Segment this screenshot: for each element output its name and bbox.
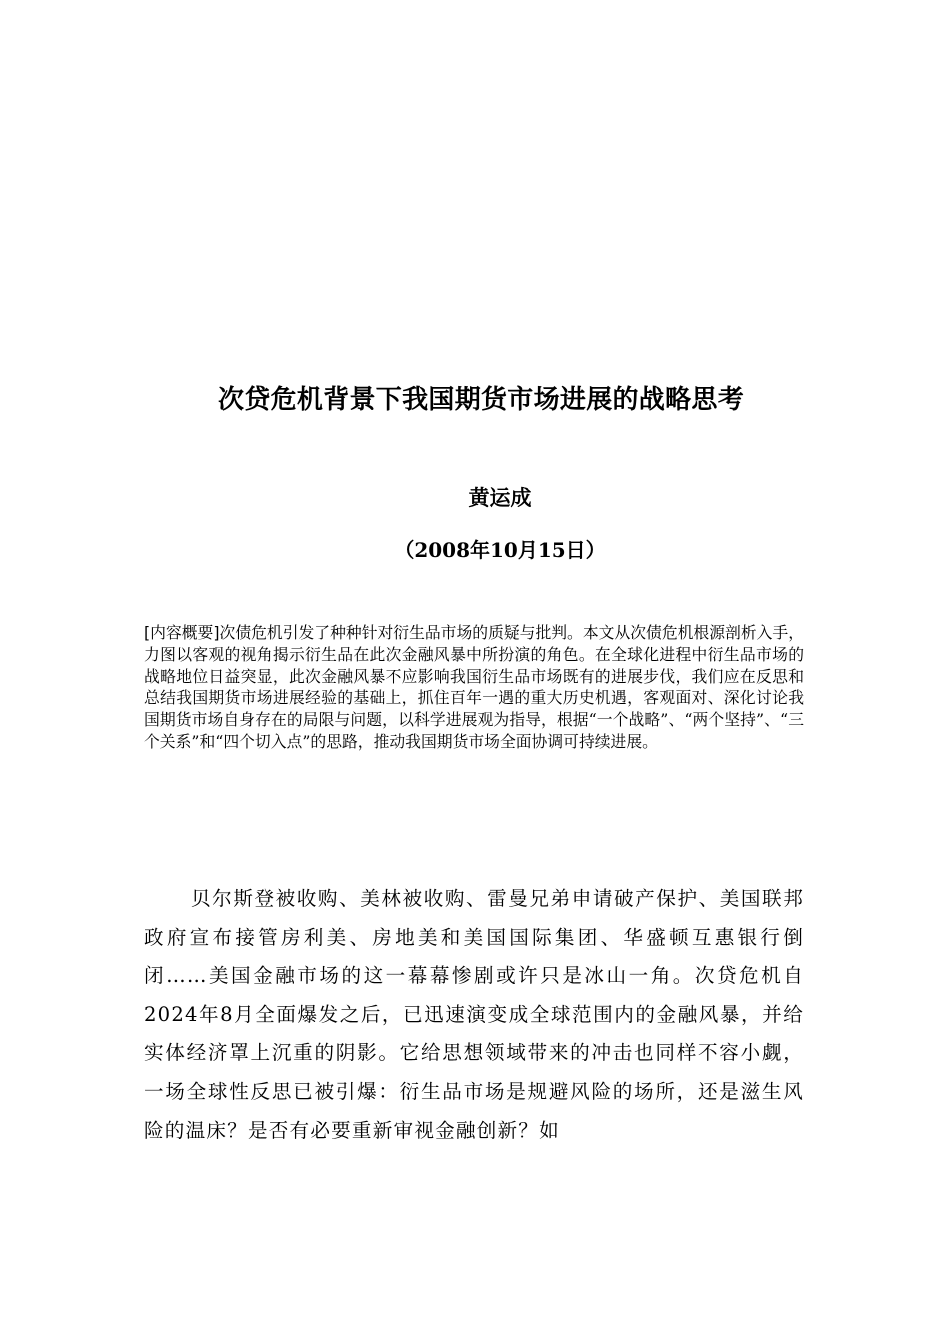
document-author: 黄运成	[468, 485, 532, 510]
abstract	[144, 622, 804, 753]
body-text	[144, 880, 804, 1150]
abstract-text: 次债危机引发了种种针对衍生品市场的质疑与批判。本文从次债危机根源剖析入手，力图以客观的视角揭示衍生品在此次金融风暴中所扮演的角色。在全球化进程中衍生品市场的战略地位日益突显，此次金融风暴不应影响我国衍生品市场既有的进展步伐，我们应在反思和总结我国期货市场进展经验的基础上，抓住百年一遇的重大历史机遇，客观面对、深化讨论我国期货市场自身存在的局限与问题，以科学进展观为指导，根据“一个战略”、“两个坚持”、“三个关系”和“四个切入点”的思路，推动我国期货市场全面协调可持续进展。	[144, 623, 805, 751]
body-paragraph: 贝尔斯登被收购、美林被收购、雷曼兄弟申请破产保护、美国联邦政府宣布接管房利美、房地美和美国国际集团、华盛顿互惠银行倒闭……美国金融市场的这一幕幕惨剧或许只是冰山一角。次贷危机自2024年8月全面爆发之后，已迅速演变成全球范围内的金融风暴，并给实体经济罩上沉重的阴影。它给思想领域带来的冲击也同样不容小觑，一场全球性反思已被引爆：衍生品市场是规避风险的场所，还是滋生风险的温床？是否有必要重新审视金融创新？如	[144, 887, 804, 1142]
document-date: （2008年10月15日）	[394, 538, 606, 562]
document-title: 次贷危机背景下我国期货市场进展的战略思考	[218, 385, 745, 415]
abstract-label: [内容概要]	[144, 623, 220, 642]
